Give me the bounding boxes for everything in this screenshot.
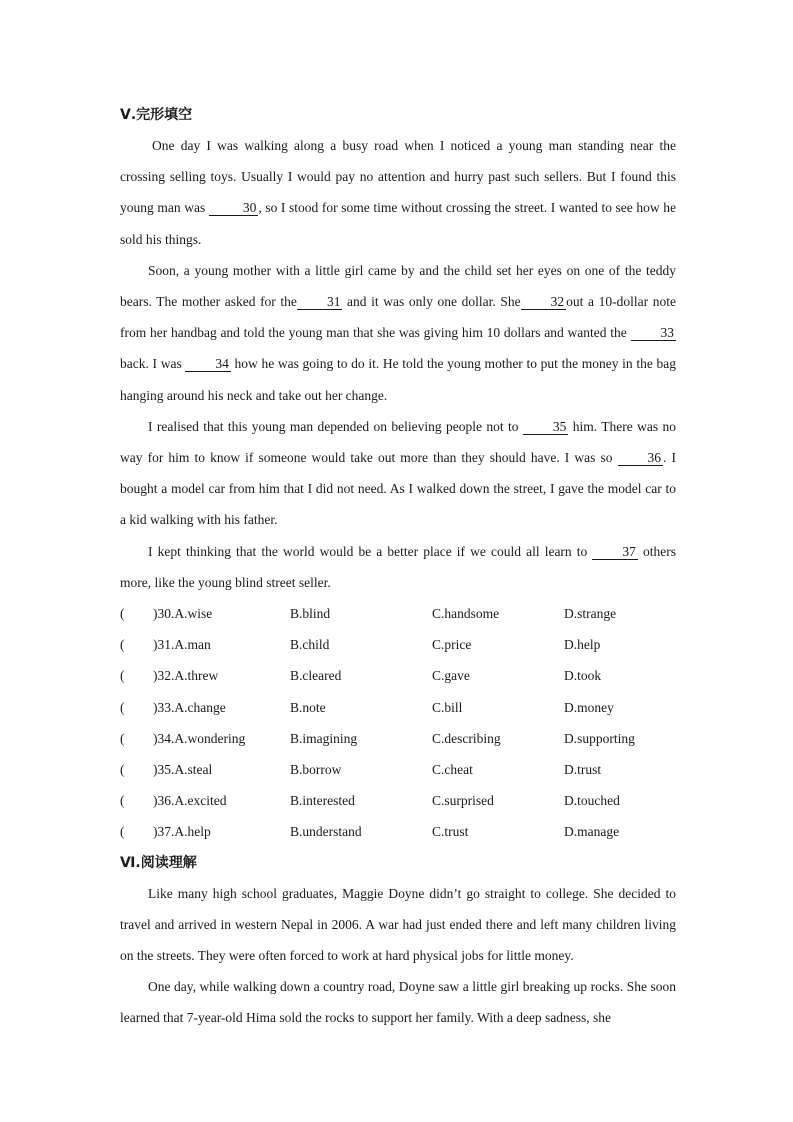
text-run: , so I stood for some time without crossing the street. I wanted to see how he sold his things. (120, 200, 676, 247)
option-row-32 (120, 660, 676, 691)
answer-paren: ( (120, 761, 125, 777)
blank-33: 33 (631, 325, 677, 341)
option-a: )31.A.man (153, 637, 211, 653)
option-d: D.touched (564, 793, 620, 809)
option-d: D.supporting (564, 730, 635, 746)
option-d: D.strange (564, 606, 617, 622)
answer-options-list (120, 598, 676, 848)
answer-paren: ( (120, 793, 125, 809)
option-c: C.price (432, 637, 472, 653)
option-b: B.interested (290, 793, 355, 809)
option-a: )33.A.change (153, 699, 226, 715)
cloze-paragraph-1 (120, 130, 676, 255)
blank-31: 31 (297, 294, 343, 310)
text-run: how he was going to do it. He told the young mother to put the money in the bag hanging around his neck and take out her change. (120, 356, 676, 403)
blank-35: 35 (523, 419, 569, 435)
text-run: him. There was no way for him to know if someone would take out more than they should have. I was so (120, 418, 676, 466)
option-d: D.trust (564, 761, 602, 777)
answer-paren: ( (120, 730, 125, 746)
document-content (120, 100, 676, 1034)
option-c: C.surprised (432, 793, 494, 809)
option-b: B.imagining (290, 730, 358, 746)
section-6-title: Ⅵ.阅读理解 (120, 854, 197, 871)
option-c: C.bill (432, 699, 463, 715)
text-run: One day I was walking along a busy road when I noticed a young man standing near the crossing selling toys. Usually I would pay no attention and hurry past such sellers. But I found this young man was (120, 138, 676, 216)
text-run: I realised that this young man depended on believing people not to (148, 418, 523, 434)
option-d: D.money (564, 699, 614, 715)
option-a: )32.A.threw (153, 668, 219, 684)
option-a: )35.A.steal (153, 761, 213, 777)
option-b: B.cleared (290, 668, 342, 684)
option-c: C.describing (432, 730, 501, 746)
reading-paragraph-2: One day, while walking down a country road, Doyne saw a little girl breaking up rocks. She soon learned that 7-year-old Hima sold the rocks to support her family. With a deep sadness, she (120, 979, 676, 1026)
option-b: B.note (290, 699, 326, 715)
option-b: B.blind (290, 606, 331, 622)
blank-34: 34 (185, 356, 231, 372)
text-run: others more, like the young blind street seller. (120, 543, 676, 590)
blank-30: 30 (209, 200, 259, 216)
option-d: D.help (564, 637, 601, 653)
option-c: C.handsome (432, 606, 500, 622)
option-d: D.manage (564, 824, 620, 840)
option-row-37 (120, 816, 676, 847)
option-a: )34.A.wondering (153, 730, 246, 746)
option-b: B.understand (290, 824, 362, 840)
blank-32: 32 (521, 294, 567, 310)
option-d: D.took (564, 668, 602, 684)
answer-paren: ( (120, 606, 125, 622)
option-c: C.cheat (432, 761, 473, 777)
option-b: B.borrow (290, 761, 342, 777)
text-run: and it was only one dollar. She (342, 294, 521, 310)
text-run: . I bought a model car from him that I did not need. As I walked down the street, I gave the model car to a kid walking with his father. (120, 450, 676, 528)
option-row-35 (120, 754, 676, 785)
option-b: B.child (290, 637, 330, 653)
answer-paren: ( (120, 668, 125, 684)
blank-37: 37 (592, 544, 638, 560)
option-row-34 (120, 723, 676, 754)
answer-paren: ( (120, 699, 125, 715)
cloze-paragraph-3 (120, 411, 676, 536)
answer-paren: ( (120, 637, 125, 653)
section-5-title: Ⅴ.完形填空 (120, 107, 193, 123)
option-row-33 (120, 692, 676, 723)
option-row-30 (120, 598, 676, 629)
answer-paren: ( (120, 824, 125, 840)
cloze-paragraph-4 (120, 536, 676, 598)
option-c: C.trust (432, 824, 469, 840)
option-c: C.gave (432, 668, 470, 684)
reading-paragraph-1: Like many high school graduates, Maggie Doyne didn’t go straight to college. She decided to travel and arrived in western Nepal in 2006. A war had just ended there and left many children living on the streets. They were often forced to work at hard physical jobs for little money. (120, 885, 676, 963)
option-row-36 (120, 785, 676, 816)
text-run: I kept thinking that the world would be a better place if we could all learn to (148, 543, 593, 559)
text-run: Soon, a young mother with a little girl came by and the child set her eyes on one of the teddy bears. The mother asked for the (120, 262, 676, 310)
option-a: )37.A.help (153, 824, 211, 840)
text-run: out a 10-dollar note from her handbag and told the young man that she was giving him 10 dollars and wanted the (120, 294, 676, 341)
text-run: back. I was (120, 356, 186, 372)
option-row-31 (120, 629, 676, 660)
cloze-paragraph-2 (120, 255, 676, 411)
option-a: )36.A.excited (153, 793, 227, 809)
option-a: )30.A.wise (153, 606, 213, 622)
blank-36: 36 (618, 450, 664, 466)
